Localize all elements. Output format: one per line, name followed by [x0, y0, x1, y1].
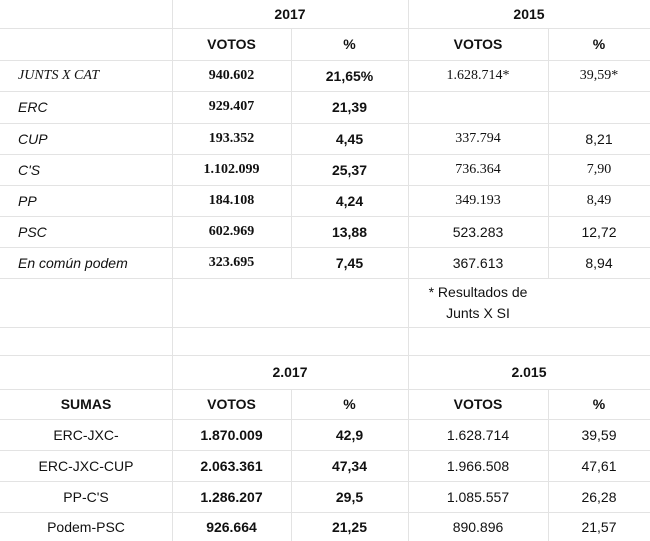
votos-2017-header: VOTOS — [207, 396, 256, 412]
pct-2015: 47,61 — [581, 457, 617, 474]
pct-2015-header: % — [592, 396, 606, 412]
pct-2015: 26,28 — [581, 488, 617, 505]
pct-2015: 8,21 — [585, 130, 613, 147]
footnote-line-1: * Resultados de — [428, 284, 528, 300]
votos-2017-header: VOTOS — [207, 36, 256, 52]
year-header-2015: 2015 — [513, 6, 545, 22]
pct-2015: 39,59* — [579, 67, 619, 83]
pct-2015-header: % — [592, 36, 606, 52]
pct-2017: 47,34 — [331, 457, 368, 474]
votos-2015: 1.628.714* — [446, 67, 510, 83]
votos-2015 — [408, 91, 548, 123]
pct-2017: 25,37 — [331, 161, 368, 178]
pct-2017: 21,39 — [331, 99, 368, 115]
votos-2017: 1.102.099 — [203, 161, 260, 177]
pct-2017: 29,5 — [335, 488, 364, 505]
votos-2017: 184.108 — [208, 192, 255, 208]
pct-2017: 4,45 — [335, 130, 364, 147]
year-header-2015: 2.015 — [511, 364, 547, 380]
pct-2017-header: % — [343, 396, 356, 412]
votos-2015: 523.283 — [452, 223, 504, 240]
votos-2015: 1.966.508 — [446, 457, 510, 474]
coalition-name: ERC-JXC-CUP — [38, 457, 134, 474]
votos-2017: 1.286.207 — [200, 488, 263, 505]
votos-2015: 736.364 — [455, 161, 501, 177]
votos-2017: 193.352 — [208, 130, 255, 146]
votos-2017: 929.407 — [208, 99, 255, 114]
party-name: PP — [18, 192, 37, 209]
pct-2015: 39,59 — [581, 426, 617, 443]
pct-2017: 13,88 — [331, 223, 368, 240]
table-row — [0, 512, 650, 541]
table1-header-row — [0, 28, 650, 60]
pct-2015 — [548, 91, 650, 123]
table-row — [0, 450, 650, 481]
votos-2017: 2.063.361 — [200, 457, 263, 474]
pct-2015: 21,57 — [581, 518, 617, 535]
party-name: ERC — [18, 99, 48, 115]
votos-2015: 367.613 — [452, 254, 504, 271]
pct-2015: 7,90 — [586, 161, 612, 177]
table-row — [0, 216, 650, 247]
party-name: JUNTS X CAT — [18, 67, 100, 83]
pct-2017: 21,65% — [325, 67, 374, 84]
year-header-2017: 2.017 — [272, 364, 308, 380]
votos-2015-header: VOTOS — [453, 396, 503, 412]
table-row — [0, 419, 650, 450]
votos-2017: 1.870.009 — [200, 426, 263, 443]
table-row — [0, 60, 650, 91]
party-name: En común podem — [18, 254, 128, 271]
footnote — [408, 282, 548, 324]
sumas-header: SUMAS — [60, 396, 112, 412]
votos-2017: 602.969 — [208, 223, 255, 239]
pct-2017: 7,45 — [335, 254, 364, 271]
pct-2017: 42,9 — [335, 426, 364, 443]
pct-2017-header: % — [343, 36, 356, 52]
table-row — [0, 91, 650, 123]
table1-year-row — [0, 0, 650, 28]
table2-header-row — [0, 389, 650, 419]
table-row — [0, 247, 650, 278]
table2-year-row — [0, 355, 650, 389]
footnote-row — [0, 278, 650, 327]
party-name: CUP — [18, 130, 48, 147]
pct-2015: 12,72 — [581, 223, 617, 240]
table-row — [0, 123, 650, 154]
table-row — [0, 481, 650, 512]
party-name: PSC — [18, 223, 47, 240]
votos-2015: 349.193 — [455, 192, 501, 208]
party-name: C'S — [18, 161, 41, 178]
coalition-name: ERC-JXC- — [53, 426, 119, 443]
year-header-2017: 2017 — [274, 6, 306, 22]
votos-2017: 926.664 — [206, 518, 257, 535]
pct-2015: 8,94 — [585, 254, 613, 271]
coalition-name: PP-C'S — [63, 488, 109, 505]
votos-2015-header: VOTOS — [453, 36, 503, 52]
grid-line — [0, 327, 650, 328]
votos-2017: 323.695 — [208, 254, 255, 270]
footnote-line-2: Junts X SI — [446, 305, 510, 321]
votos-2015: 1.628.714 — [446, 426, 510, 443]
table-row — [0, 185, 650, 216]
votos-2015: 1.085.557 — [446, 488, 510, 505]
pct-2017: 4,24 — [335, 192, 364, 209]
votos-2015: 337.794 — [455, 130, 501, 146]
table-row — [0, 154, 650, 185]
pct-2015: 8,49 — [586, 192, 612, 208]
votos-2015: 890.896 — [452, 518, 504, 535]
votos-2017: 940.602 — [208, 67, 255, 83]
coalition-name: Podem-PSC — [47, 518, 125, 535]
pct-2017: 21,25 — [331, 518, 368, 535]
